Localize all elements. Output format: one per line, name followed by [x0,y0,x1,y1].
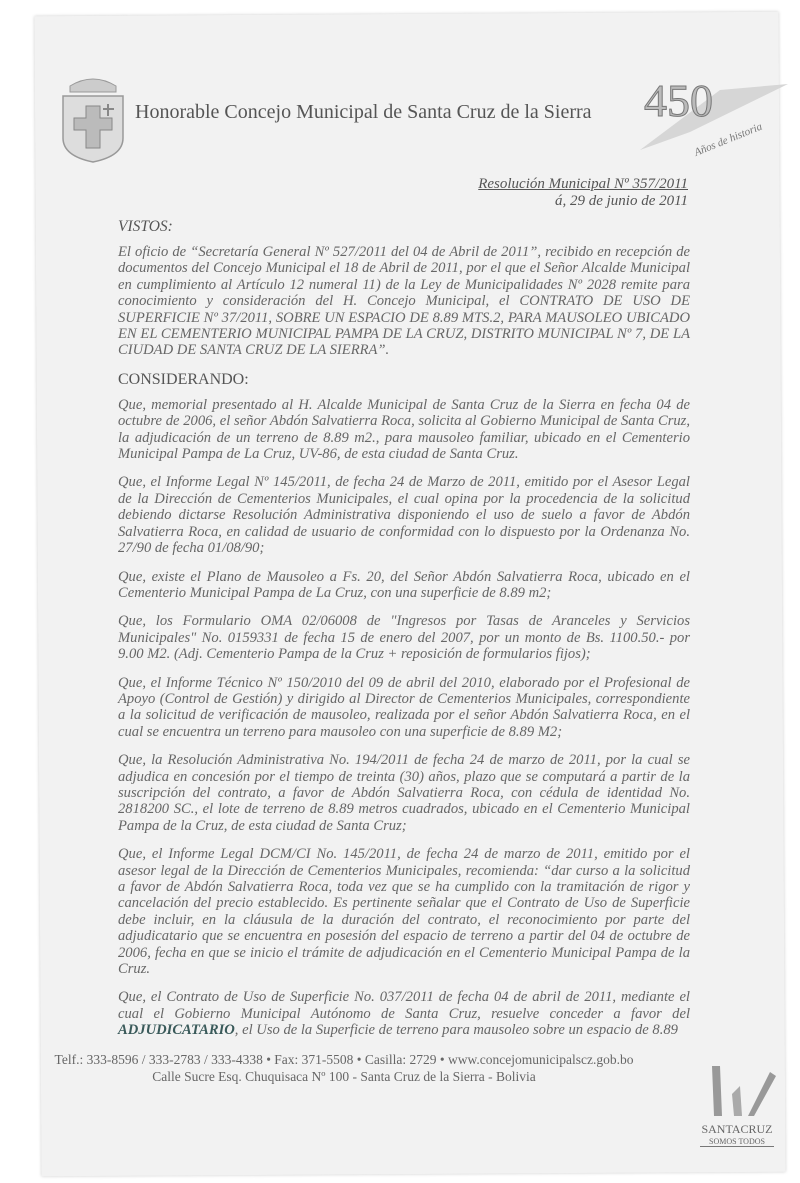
paragraph-text: Que, el Contrato de Uso de Superficie No. 037/2011 de fecha 04 de abril de 2011, mediante el cual el Gobierno Municipal Autónomo de Santa Cruz, resuelve conceder a favor del [118,989,690,1022]
institution-name: Honorable Concejo Municipal de Santa Cruz de la Sierra [135,101,592,123]
logo-slogan: SOMOS TODOS [700,1137,774,1147]
anniversary-number: 450 [644,75,713,126]
considerando-heading: CONSIDERANDO: [118,370,249,388]
considerando-paragraph: Que, memorial presentado al H. Alcalde Municipal de Santa Cruz de la Sierra en fecha 04 de octubre de 2006, el señor Abdón Salvatierra Roca, solicita al Gobierno Municipal de Santa Cruz, la adjudicación de un terreno de 8.89 m2., para mausoleo familiar, ubicado en el Cementerio Municipal Pampa de La Cruz, UV-86, de esta ciudad de Santa Cruz. [118,396,690,463]
santa-cruz-logo-icon [700,1066,780,1118]
paragraph-text: , el Uso de la Superficie de terreno para mausoleo sobre un espacio de 8.89 [234,1022,678,1039]
considerando-paragraph: Que, el Informe Legal Nº 145/2011, de fecha 24 de Marzo de 2011, emitido por el Asesor Legal de la Dirección de Cementerios Municipales, el cual opina por la procedencia de la solicitud debiendo dictarse Resolución Administrativa disponiendo el uso de suelo a favor de Abdón Salvatierra Roca, en calidad de usuario de conformidad con lo dispuesto por la Ordenanza No. 27/90 de fecha 01/08/90; [118,474,690,557]
considerando-paragraph: Que, la Resolución Administrativa No. 194/2011 de fecha 24 de marzo de 2011, por la cual se adjudica en concesión por el tiempo de treinta (30) años, plazo que se computará a partir de la suscripción del contrato, a favor de Abdón Salvatierra Roca, con cédula de identidad No. 2818200 SC., el lote de terreno de 8.89 metros cuadrados, ubicado en el Cementerio Municipal Pampa de la Cruz, de esta ciudad de Santa Cruz; [118,752,690,834]
considerando-paragraph: Que, el Informe Técnico Nº 150/2010 del 09 de abril del 2010, elaborado por el Profesional de Apoyo (Control de Gestión) y dirigido al Director de Cementerios Municipales, correspondiente a la solicitud de verificación de mausoleo, realizada por el señor Abdón Salvatierra Roca, en el cual se encuentra un terreno para mausoleo con una superficie de 8.89 M2; [118,674,690,740]
vistos-heading: VISTOS: [118,218,173,235]
considerando-paragraph: Que, existe el Plano de Mausoleo a Fs. 20, del Señor Abdón Salvatierra Roca, ubicado en el Cementerio Municipal Pampa de La Cruz, con una superficie de 8.89 m2; [118,568,690,601]
footer-contact: Telf.: 333-8596 / 333-2783 / 333-4338 • Fax: 371-5508 • Casilla: 2729 • www.concejomunicipalscz.gob.bo [54,1051,634,1067]
resolution-number: Resolución Municipal Nº 357/2011 [478,176,688,192]
considerando-paragraph: Que, los Formulario OMA 02/06008 de "Ingresos por Tasas de Aranceles y Servicios Municipales" No. 0159331 de fecha 15 de enero del 2007, por un monto de Bs. 1100.50.- por 9.00 M2. (Adj. Cementerio Pampa de la Cruz + reposición de formularios fijos); [118,613,690,663]
adjudicatario-label: ADJUDICATARIO [118,1022,235,1039]
logo-text: SANTACRUZ [701,1122,773,1136]
anniversary-caption: Años de historia [692,120,764,159]
coat-of-arms-icon [58,72,128,164]
anniversary-logo [630,62,790,162]
vistos-text: El oficio de “Secretaría General Nº 527/2011 del 04 de Abril de 2011”, recibido en recepción de documentos del Concejo Municipal el 18 de Abril de 2011, por el que el Señor Alcalde Municipal en cumplimiento al Artículo 12 numeral 11) de la Ley de Municipalidades Nº 2028 remite para conocimiento y consideración del H. Concejo Municipal, el CONTRATO DE USO DE SUPERFICIE Nº 37/2011, SOBRE UN ESPACIO DE 8.89 MTS.2, PARA MAUSOLEO UBICADO EN EL CEMENTERIO MUNICIPAL PAMPA DE LA CRUZ, DISTRITO MUNICIPAL Nº 7, DE LA CIUDAD DE SANTA CRUZ DE LA SIERRA”. [118,244,690,359]
resolution-block [478,176,688,210]
footer-address: Calle Sucre Esq. Chuquisaca Nº 100 - Santa Cruz de la Sierra - Bolivia [152,1068,536,1084]
document-body [54,218,690,1085]
considerando-paragraph: Que, el Informe Legal DCM/CI No. 145/2011, de fecha 24 de marzo de 2011, emitido por el asesor legal de la Dirección de Cementerios Municipales, recomienda: “dar curso a la solicitud a favor de Abdón Salvatierra Roca, toda vez que se ha cumplido con la tramitación de rigor y cancelación del precio establecido. Es pertinente señalar que el Contrato de Uso de Superficie debe incluir, en la cláusula de la duración del contrato, el reconocimiento por parte del adjudicatario que se encuentra en posesión del espacio de terreno a partir del 04 de octubre de 2006, fecha en que se inicio el trámite de adjudicación en el Cementerio Municipal Pampa de la Cruz. [118,846,690,978]
considerando-last-paragraph [118,989,690,1038]
resolution-date: á, 29 de junio de 2011 [554,193,688,209]
santa-cruz-logo [700,1122,774,1147]
